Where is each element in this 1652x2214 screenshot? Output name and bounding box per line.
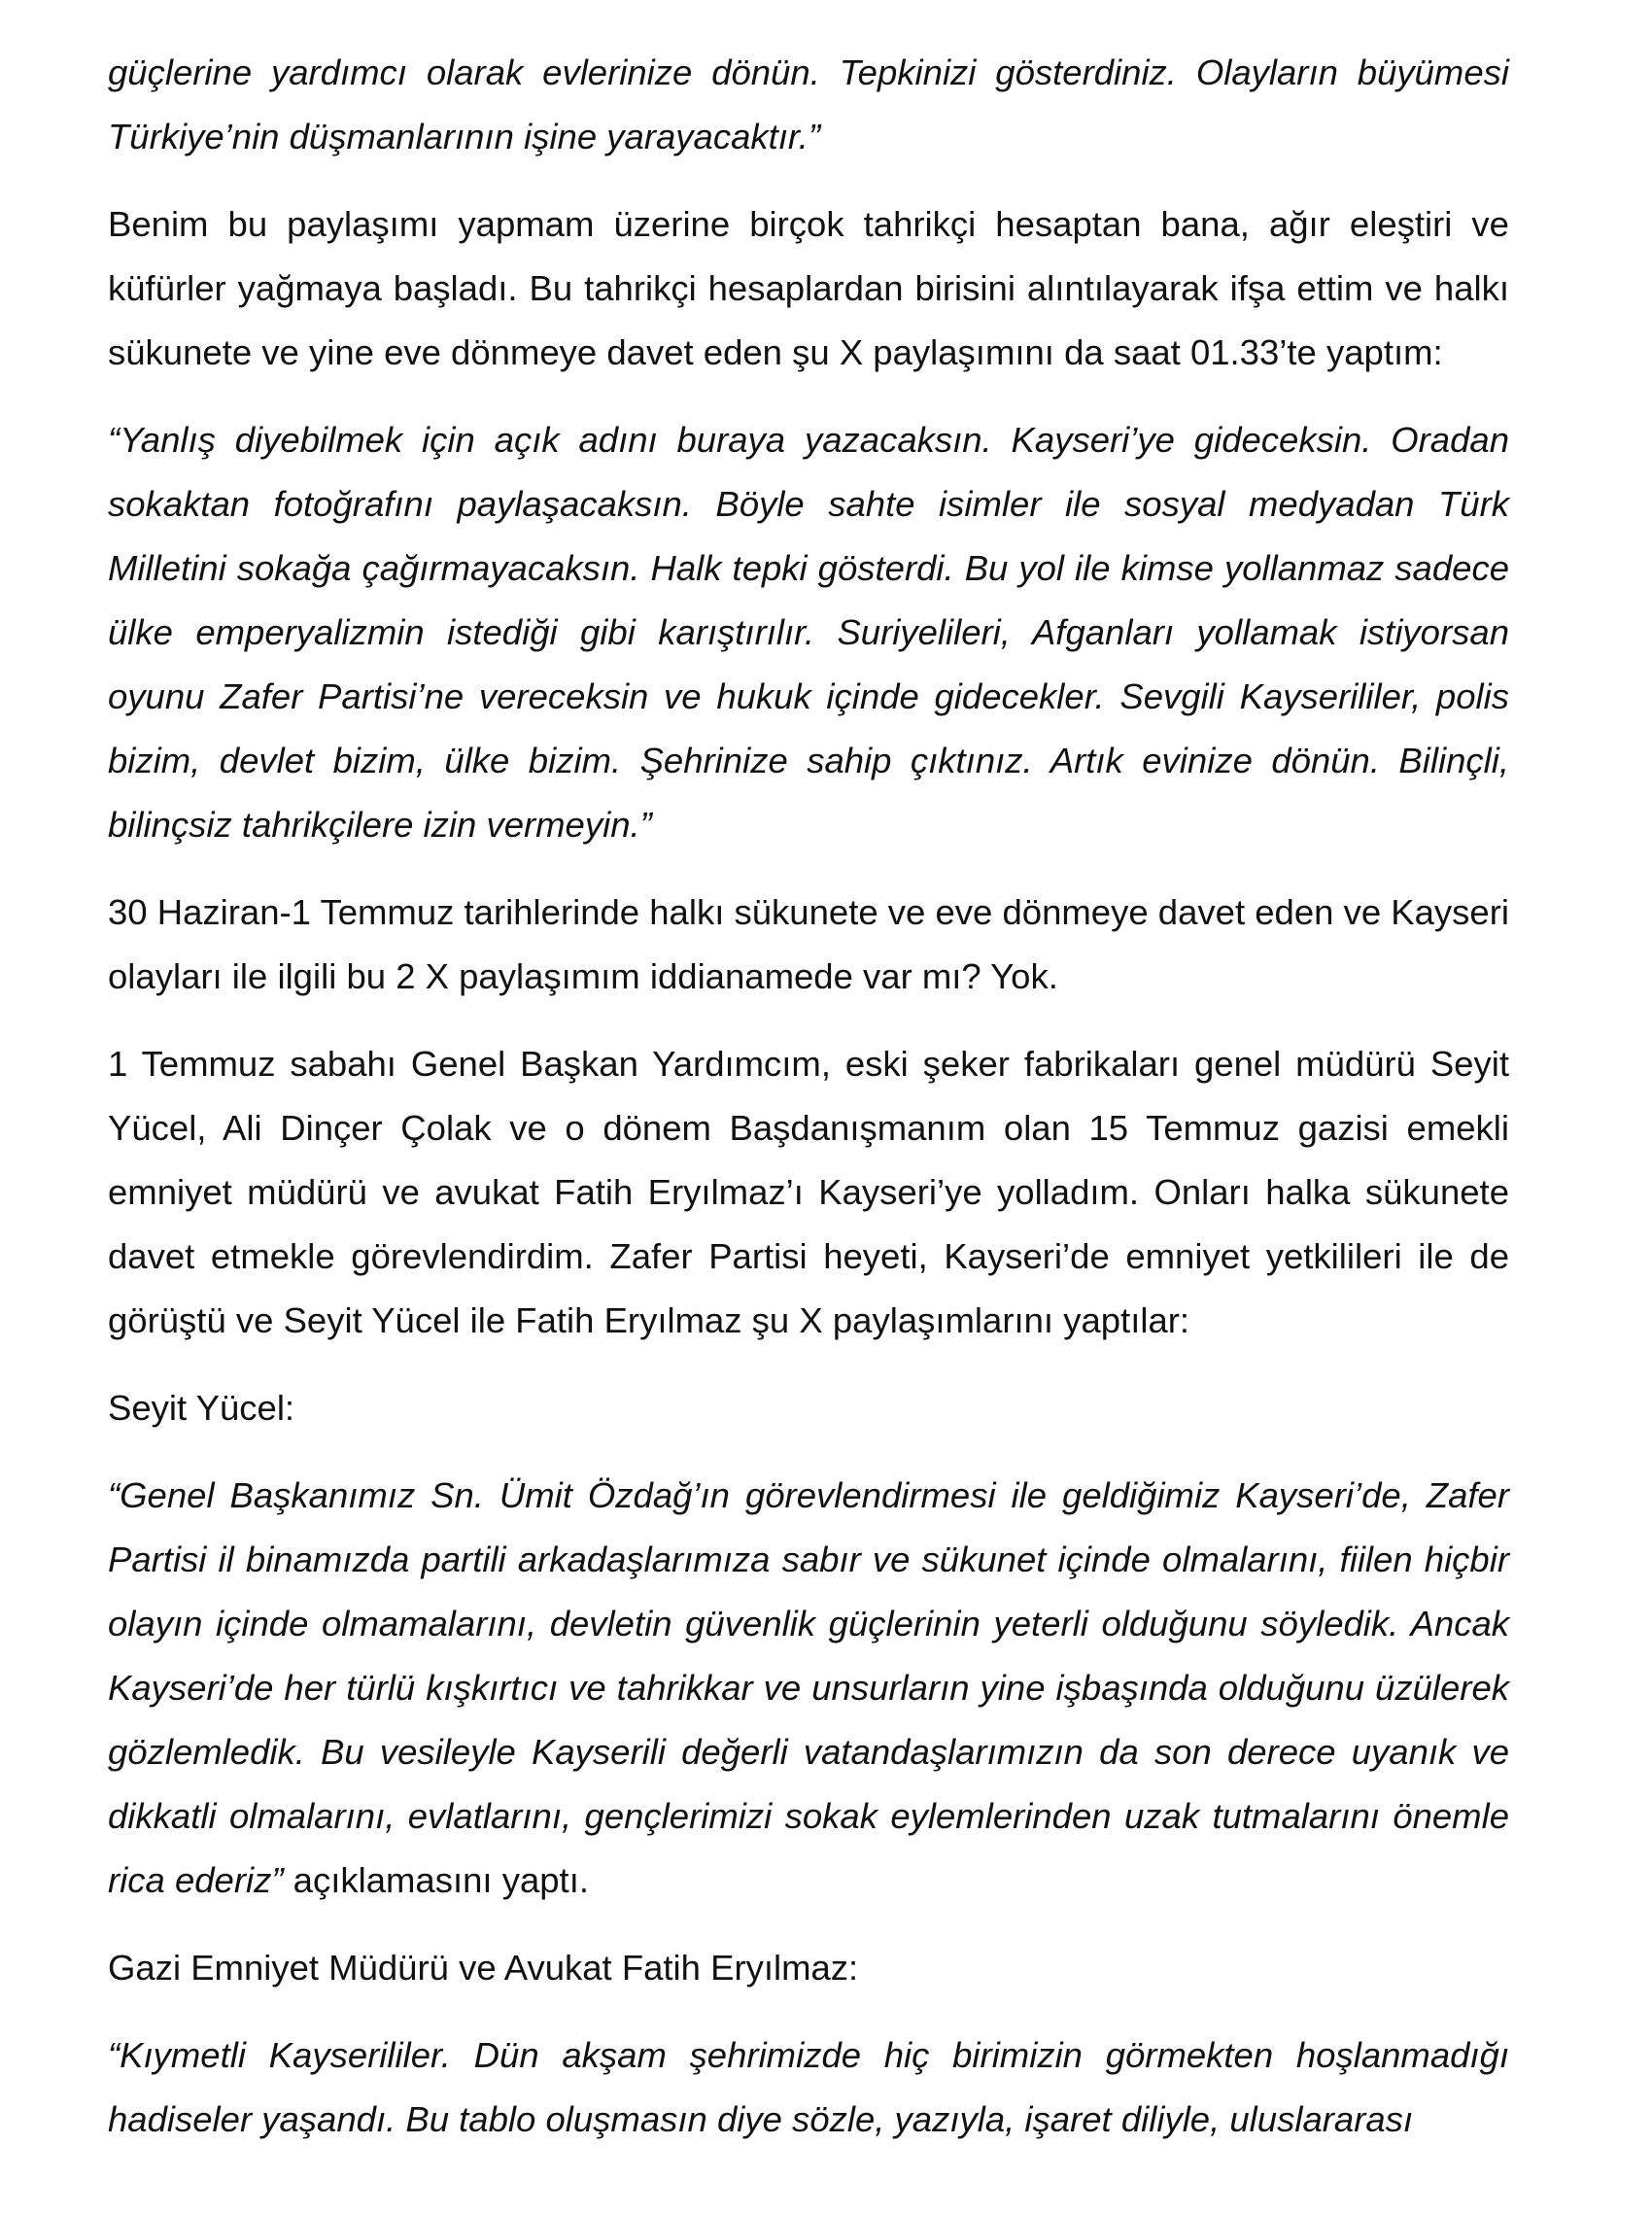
speaker-label-seyit-yucel: Seyit Yücel:: [108, 1388, 295, 1428]
body-paragraph-5: 1 Temmuz sabahı Genel Başkan Yardımcım, eski şeker fabrikaları genel müdürü Seyit Yücel, Ali Dinçer Çolak ve o dönem Başdanışmanım olan 15 Temmuz gazisi emekli emniyet müdürü ve avukat Fatih Eryılmaz’ı Kayseri’ye yolladım. Onları halka sükunete davet etmekle görevlendirdim. Zafer Partisi heyeti, Kayseri’de emniyet yetkilileri ile de görüştü ve Seyit Yücel ile Fatih Eryılmaz şu X paylaşımlarını yaptılar:: [108, 1044, 1509, 1340]
document-page: [108, 41, 1509, 2175]
speaker-label-fatih-eryilmaz: Gazi Emniyet Müdürü ve Avukat Fatih Eryılmaz:: [108, 1948, 859, 1988]
quote-paragraph-7: [108, 1464, 1509, 1913]
body-paragraph-4: 30 Haziran-1 Temmuz tarihlerinde halkı sükunete ve eve dönmeye davet eden ve Kayseri olayları ile ilgili bu 2 X paylaşımım iddianamede var mı? Yok.: [108, 892, 1509, 996]
quote-paragraph-3: “Yanlış diyebilmek için açık adını buraya yazacaksın. Kayseri’ye gideceksin. Oradan sokaktan fotoğrafını paylaşacaksın. Böyle sahte isimler ile sosyal medyadan Türk Milletini sokağa çağırmayacaksın. Halk tepki gösterdi. Bu yol ile kimse yollanmaz sadece ülke emperyalizmin istediği gibi karıştırılır. Suriyelileri, Afganları yollamak istiyorsan oyunu Zafer Partisi’ne vereceksin ve hukuk içinde gidecekler. Sevgili Kayserililer, polis bizim, devlet bizim, ülke bizim. Şehrinize sahip çıktınız. Artık evinize dönün. Bilinçli, bilinçsiz tahrikçilere izin vermeyin.”: [108, 420, 1509, 845]
quote-7-tail: açıklamasını yaptı.: [283, 1860, 589, 1900]
quote-paragraph-9: “Kıymetli Kayserililer. Dün akşam şehrimizde hiç birimizin görmekten hoşlanmadığı hadiseler yaşandı. Bu tablo oluşmasın diye sözle, yazıyla, işaret diliyle, uluslararası: [108, 2035, 1509, 2139]
body-paragraph-2: Benim bu paylaşımı yapmam üzerine birçok tahrikçi hesaptan bana, ağır eleştiri ve küfürler yağmaya başladı. Bu tahrikçi hesaplardan birisini alıntılayarak ifşa ettim ve halkı sükunete ve yine eve dönmeye davet eden şu X paylaşımını da saat 01.33’te yaptım:: [108, 204, 1509, 372]
quote-7-text: “Genel Başkanımız Sn. Ümit Özdağ’ın görevlendirmesi ile geldiğimiz Kayseri’de, Zafer Partisi il binamızda partili arkadaşlarımıza sabır ve sükunet içinde olmalarını, fiilen hiçbir olayın içinde olmamalarını, devletin güvenlik güçlerinin yeterli olduğunu söyledik. Ancak Kayseri’de her türlü kışkırtıcı ve tahrikkar ve unsurların yine işbaşında olduğunu üzülerek gözlemledik. Bu vesileyle Kayserili değerli vatandaşlarımızın da son derece uyanık ve dikkatli olmalarını, evlatlarını, gençlerimizi sokak eylemlerinden uzak tutmalarını önemle rica ederiz”: [108, 1475, 1509, 1900]
quote-paragraph-1: güçlerine yardımcı olarak evlerinize dönün. Tepkinizi gösterdiniz. Olayların büyümesi Türkiye’nin düşmanlarının işine yarayacaktır.”: [108, 52, 1509, 156]
